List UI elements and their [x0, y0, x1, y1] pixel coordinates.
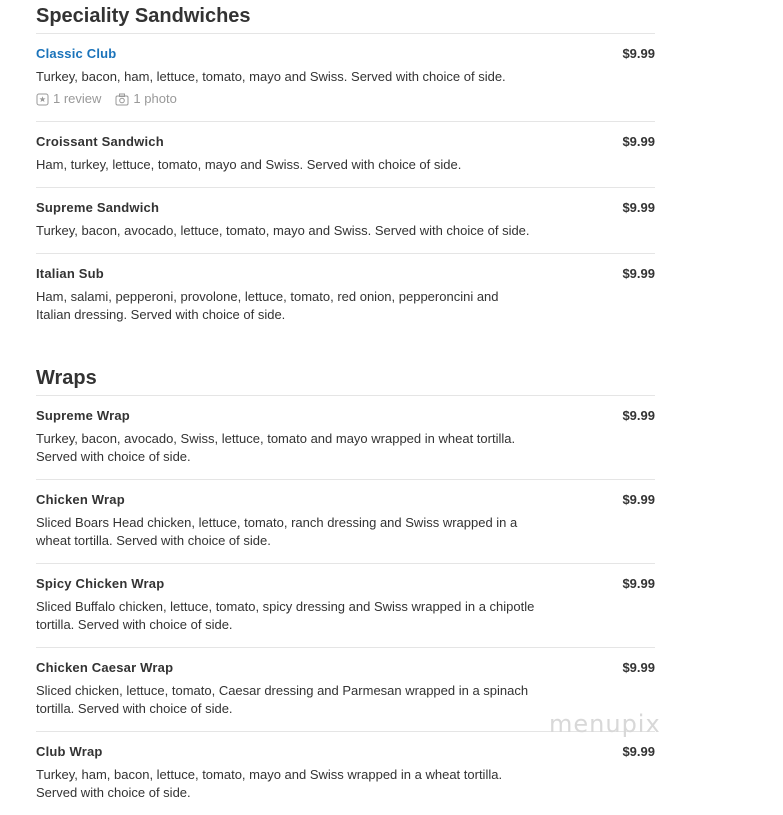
star-badge-icon	[36, 93, 49, 106]
item-price: $9.99	[622, 492, 655, 507]
item-price: $9.99	[622, 408, 655, 423]
item-description: Turkey, bacon, ham, lettuce, tomato, mayo and Swiss. Served with choice of side.	[36, 69, 506, 84]
section-speciality-sandwiches	[36, 0, 655, 337]
menu-item	[36, 187, 655, 253]
review-count: 1 review	[53, 91, 102, 106]
review-link[interactable]	[36, 90, 101, 108]
menupix-watermark: menupix	[549, 710, 661, 738]
item-meta	[36, 90, 655, 108]
item-name: Chicken Caesar Wrap	[36, 660, 174, 675]
item-price: $9.99	[622, 134, 655, 149]
menu-item	[36, 563, 655, 647]
item-name: Supreme Wrap	[36, 408, 130, 423]
item-name-link[interactable]: Classic Club	[36, 46, 117, 61]
menu	[36, 0, 655, 815]
section-title: Speciality Sandwiches	[36, 5, 251, 27]
item-name: Spicy Chicken Wrap	[36, 576, 165, 591]
menu-item	[36, 395, 655, 479]
item-description: Sliced chicken, lettuce, tomato, Caesar dressing and Parmesan wrapped in a spinach tortilla. Served with choice of side.	[36, 683, 529, 716]
item-description: Ham, salami, pepperoni, provolone, lettuce, tomato, red onion, pepperoncini and Italian dressing. Served with choice of side.	[36, 289, 499, 322]
item-description: Sliced Buffalo chicken, lettuce, tomato, spicy dressing and Swiss wrapped in a chipotle tortilla. Served with choice of side.	[36, 599, 535, 632]
item-name: Italian Sub	[36, 266, 104, 281]
item-price: $9.99	[622, 200, 655, 215]
item-name: Club Wrap	[36, 744, 103, 759]
photo-link[interactable]	[115, 90, 176, 108]
menu-item	[36, 253, 655, 337]
photo-count: 1 photo	[133, 91, 177, 106]
item-price: $9.99	[622, 46, 655, 61]
item-description: Ham, turkey, lettuce, tomato, mayo and Swiss. Served with choice of side.	[36, 157, 462, 172]
item-price: $9.99	[622, 660, 655, 675]
section-wraps	[36, 337, 655, 815]
item-price: $9.99	[622, 744, 655, 759]
camera-icon	[115, 93, 129, 106]
item-name: Chicken Wrap	[36, 492, 125, 507]
item-name: Supreme Sandwich	[36, 200, 160, 215]
item-description: Turkey, bacon, avocado, Swiss, lettuce, tomato and mayo wrapped in wheat tortilla. Served with choice of side.	[36, 431, 516, 464]
item-price: $9.99	[622, 576, 655, 591]
menu-item	[36, 121, 655, 187]
section-title: Wraps	[36, 367, 97, 389]
item-price: $9.99	[622, 266, 655, 281]
item-name: Croissant Sandwich	[36, 134, 164, 149]
menu-item	[36, 479, 655, 563]
item-description: Turkey, ham, bacon, lettuce, tomato, mayo and Swiss wrapped in a wheat tortilla. Served with choice of side.	[36, 767, 503, 800]
menu-item	[36, 33, 655, 121]
item-description: Sliced Boars Head chicken, lettuce, tomato, ranch dressing and Swiss wrapped in a wheat tortilla. Served with choice of side.	[36, 515, 518, 548]
menu-item	[36, 731, 655, 815]
item-description: Turkey, bacon, avocado, lettuce, tomato, mayo and Swiss. Served with choice of side.	[36, 223, 530, 238]
